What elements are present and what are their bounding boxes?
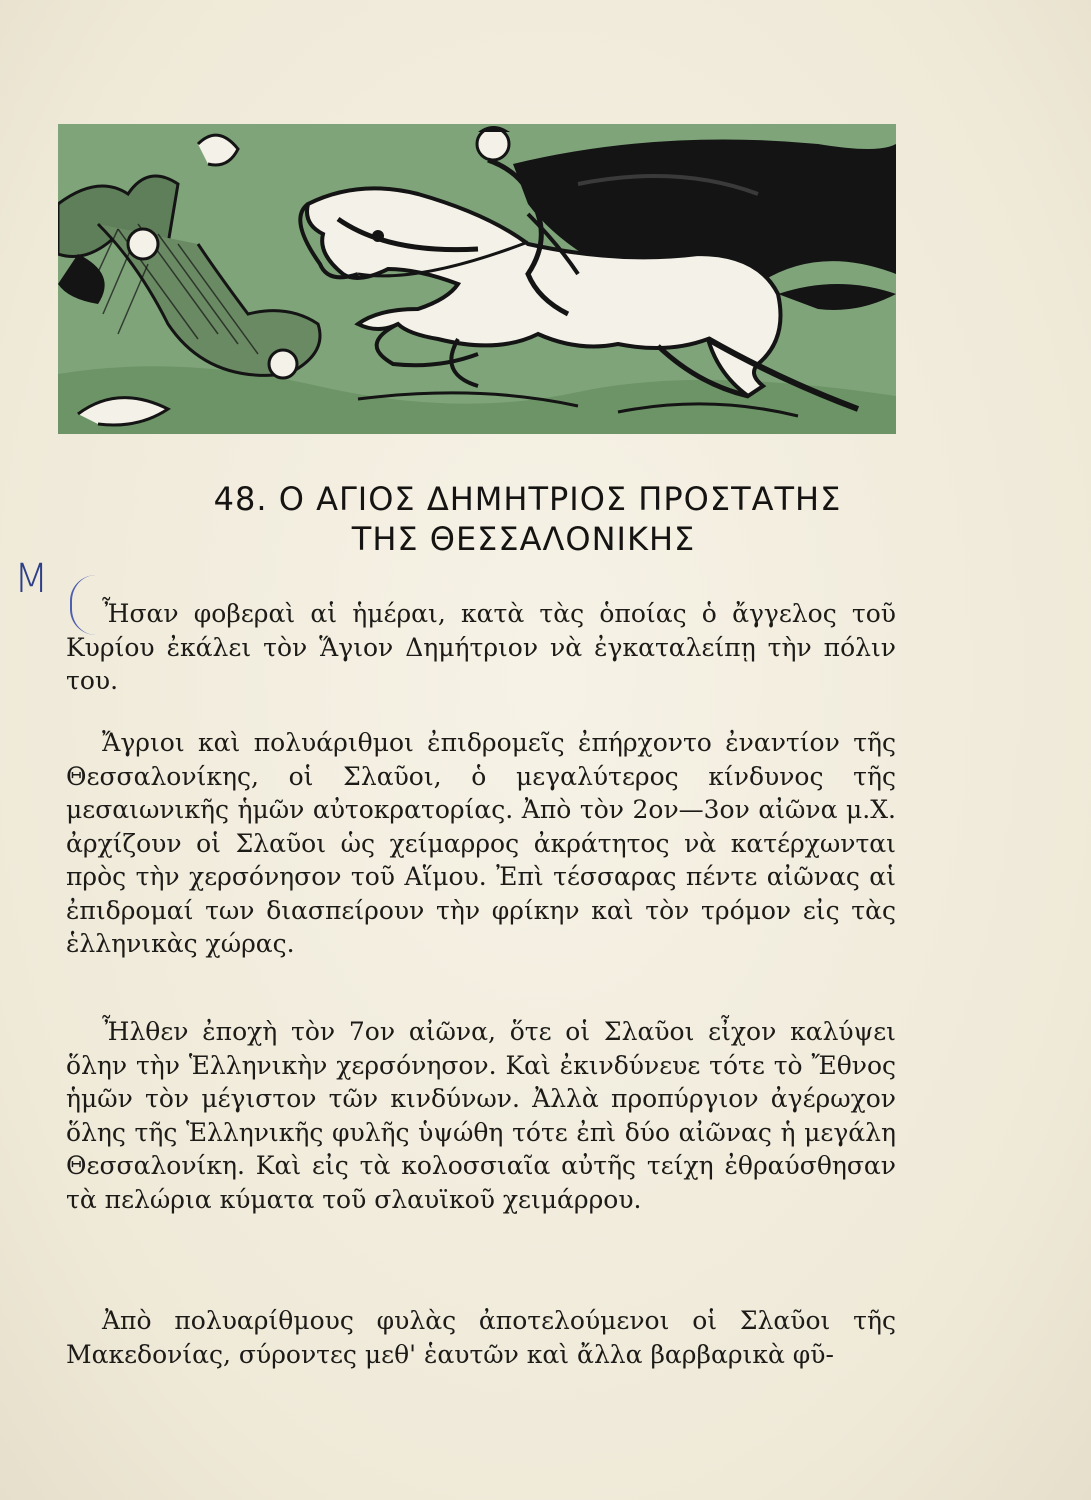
- body-paragraph-3: [66, 1015, 896, 1216]
- body-paragraph-1: [66, 597, 896, 698]
- paragraph-text: Ἦσαν φοβεραὶ αἱ ἡμέραι, κατὰ τὰς ὁποίας ὁ ἄγγελος τοῦ Κυρίου ἐκάλει τὸν Ἅγιον Δημήτριον νὰ ἐγκαταλείπῃ τὴν πόλιν του.: [66, 599, 896, 695]
- chapter-title-line-2: ΤΗΣ ΘΕΣΣΑΛΟΝΙΚΗΣ: [351, 520, 696, 558]
- paragraph-text: Ἀπὸ πολυαρίθμους φυλὰς ἀποτελούμενοι οἱ Σλαῦοι τῆς Μακεδονίας, σύροντες μεθ' ἑαυτῶν καὶ ἄλλα βαρβαρικὰ φῦ-: [66, 1306, 896, 1369]
- paragraph-text: Ἄγριοι καὶ πολυάριθμοι ἐπιδρομεῖς ἐπήρχοντο ἐναντίον τῆς Θεσσαλονίκης, οἱ Σλαῦοι, ὁ μεγαλύτερος κίνδυνος τῆς μεσαιωνικῆς ἡμῶν αὐτοκρατορίας. Ἀπὸ τὸν 2ον—3ον αἰῶνα μ.Χ. ἀρχίζουν οἱ Σλαῦοι ὡς χείμαρρος ἀκράτητος νὰ κατέρχωνται πρὸς τὴν χερσόνησον τοῦ Αἵμου. Ἐπὶ τέσσαρας πέντε αἰῶνας αἱ ἐπιδρομαί των διασπείρουν τὴν φρίκην καὶ τὸν τρόμον εἰς τὰς ἑλληνικὰς χώρας.: [66, 728, 896, 958]
- body-paragraph-2: [66, 726, 896, 961]
- handwritten-margin-note: M: [14, 556, 49, 602]
- body-paragraph-4: [66, 1304, 896, 1371]
- paragraph-text: Ἦλθεν ἐποχὴ τὸν 7ον αἰῶνα, ὅτε οἱ Σλαῦοι εἶχον καλύψει ὅλην τὴν Ἑλληνικὴν χερσόνησον. Καὶ ἐκινδύνευε τότε τὸ Ἔθνος ἡμῶν τὸν μέγιστον τῶν κινδύνων. Ἀλλὰ προπύργιον ἀγέρωχον ὅλης τῆς Ἑλληνικῆς φυλῆς ὑψώθη τότε ἐπὶ δύο αἰῶνας ἡ μεγάλη Θεσσαλονίκη. Καὶ εἰς τὰ κολοσσιαῖα αὐτῆς τείχη ἐθραύσθησαν τὰ πελώρια κύματα τοῦ σλαυϊκοῦ χειμάρρου.: [66, 1017, 896, 1214]
- horseman-illustration-icon: [58, 124, 896, 434]
- illustration-saint-demetrius-rider: [58, 124, 896, 434]
- chapter-title-line-1: 48. Ο ΑΓΙΟΣ ΔΗΜΗΤΡΙΟΣ ΠΡΟΣΤΑΤΗΣ: [213, 480, 842, 518]
